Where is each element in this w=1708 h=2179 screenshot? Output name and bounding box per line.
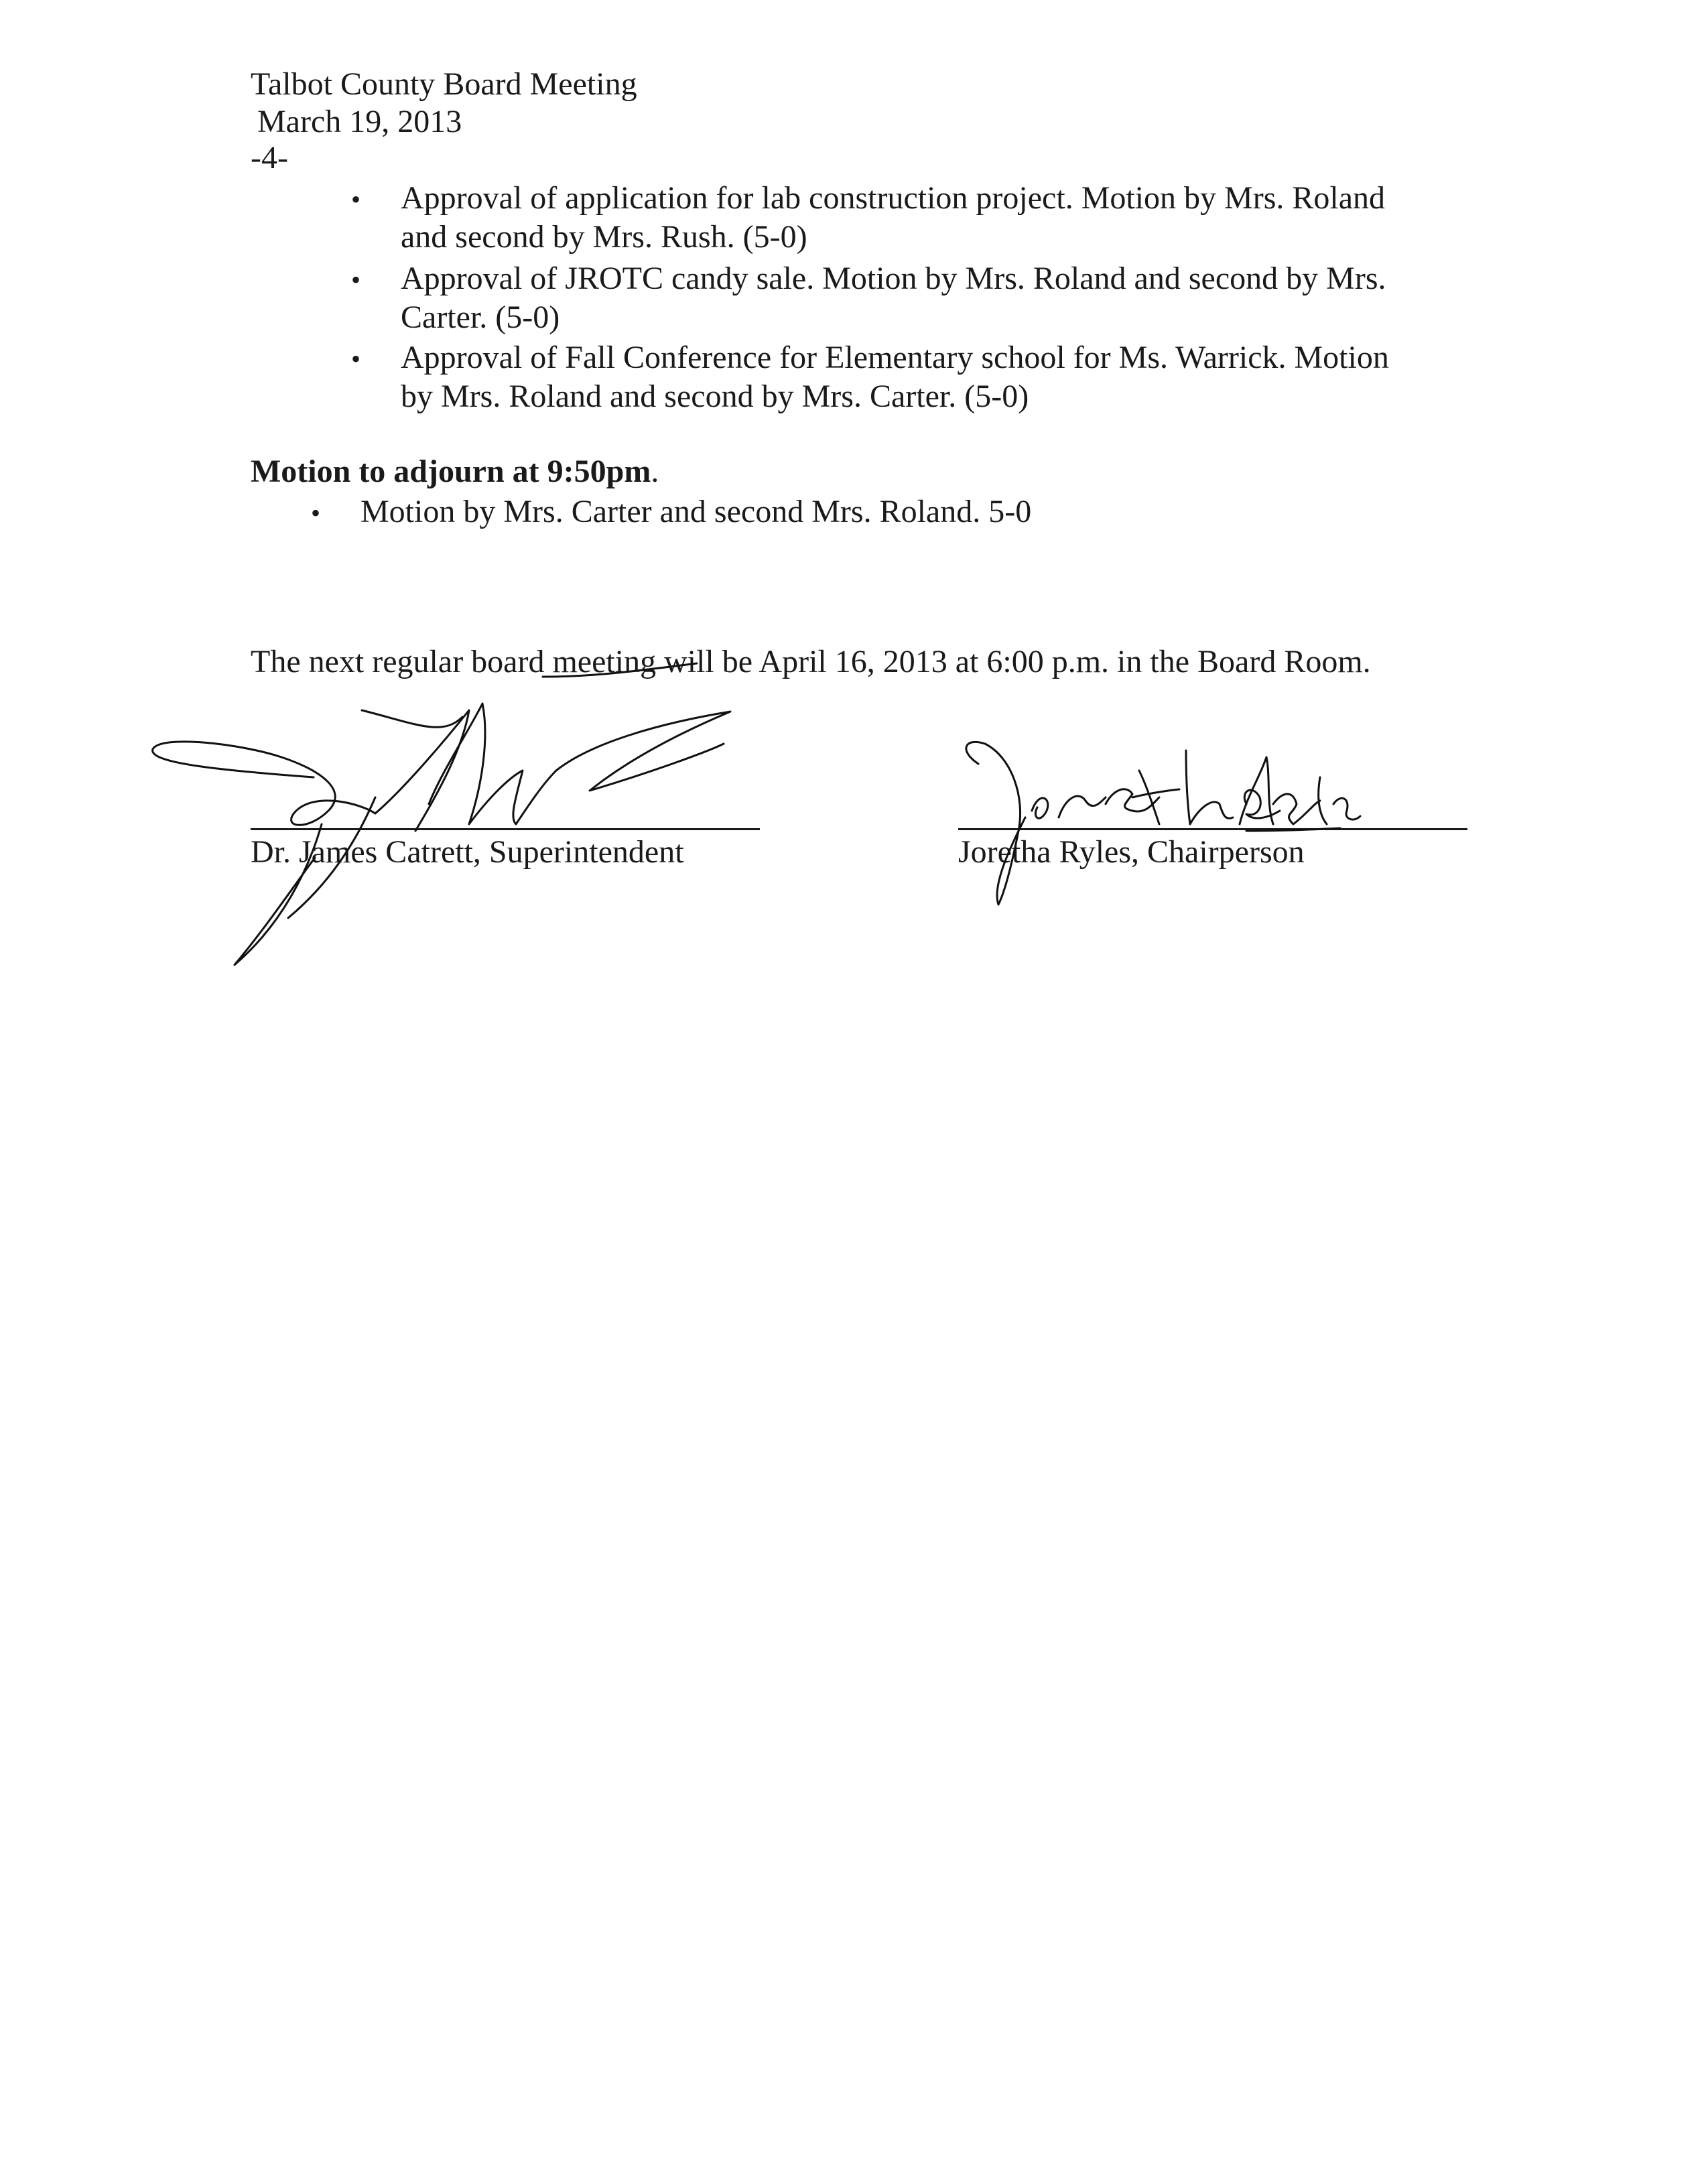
header-date: March 19, 2013 <box>257 104 462 139</box>
bullet-marker: • <box>351 344 361 374</box>
adjourn-detail: Motion by Mrs. Carter and second Mrs. Roland. 5-0 <box>360 494 1032 529</box>
item-text-line: Approval of JROTC candy sale. Motion by Mrs. Roland and second by Mrs. <box>401 261 1386 296</box>
header-organization: Talbot County Board Meeting <box>251 66 637 102</box>
page-number: -4- <box>251 140 288 176</box>
bullet-marker: • <box>351 184 361 214</box>
adjourn-heading-punct: . <box>651 454 659 489</box>
adjourn-heading-text: Motion to adjourn at 9:50pm <box>251 454 651 489</box>
item-text-line: and second by Mrs. Rush. (5-0) <box>401 219 807 255</box>
bullet-marker: • <box>351 265 361 295</box>
item-text-line: Approval of application for lab construction project. Motion by Mrs. Roland <box>401 180 1386 216</box>
bullet-marker: • <box>311 498 321 528</box>
item-text-line: Carter. (5-0) <box>401 300 560 335</box>
item-text-line: by Mrs. Roland and second by Mrs. Carter. (5-0) <box>401 379 1029 414</box>
item-text-line: Approval of Fall Conference for Elementary school for Ms. Warrick. Motion <box>401 340 1389 375</box>
signature-caption-left: Dr. James Catrett, Superintendent <box>251 834 684 870</box>
next-meeting-note: The next regular board meeting will be April 16, 2013 at 6:00 p.m. in the Board Room. <box>251 644 1371 679</box>
signature-caption-right: Joretha Ryles, Chairperson <box>958 834 1305 870</box>
